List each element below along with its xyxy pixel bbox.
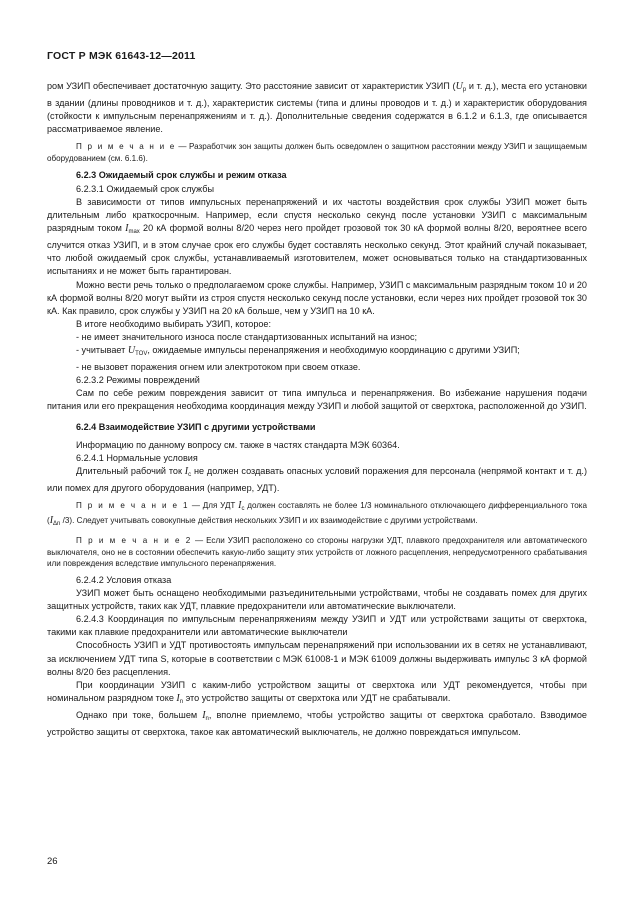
paragraph: При координации УЗИП с каким-либо устройством защиты от сверхтока или УДТ рекомендуется, чтобы при номинальном разрядном токе $I_n$ это устройство защиты от сверхтока или УДТ не срабатывали. <box>47 679 587 705</box>
paragraph: Сам по себе режим повреждения зависит от типа импульса и перенапряжения. Во избежание нарушения подачи питания или его прекращения необходима координация между УЗИП и любой защитой от сверхтока, расположенной до УЗИП. <box>47 388 587 412</box>
page-number: 26 <box>47 856 58 867</box>
subsection-heading: 6.2.3.1 Ожидаемый срок службы <box>76 183 214 194</box>
subsection-heading: 6.2.3.2 Режимы повреждений <box>76 375 200 386</box>
paragraph: В зависимости от типов импульсных перенапряжений и их частоты воздействия срок службы УЗИП может быть длительным либо краткосрочным. Например, если спустя несколько секунд после установки УЗИП с максимальным разрядным током $I_{max}$ 20 кА формой волны 8/20 через него пройдет грозовой ток 30 кА формой волны 8/20, вероятнее всего случится отказ УЗИП, и в этом случае срок его службы будет составлять несколько секунд. Этот крайний случай показывает, что любой ожидаемый срок службы, устанавливаемый изготовителем, может основываться только на стандартизованных испытаниях и не может быть гарантирован. <box>47 196 587 277</box>
paragraph: ром УЗИП обеспечивает достаточную защиту. Это расстояние зависит от характеристик УЗИП ($U_p$ и т. д.), места его установки в здании (длины проводников и т. д.), характеристик системы (типа и длины проводов и т. д.) и характеристик оборудования (стойкости к импульсным перенапряжениям и т. д.). Дополнительные сведения содержатся в 6.1.2 и 6.1.3, где описывается рассматриваемое явление. <box>47 81 587 135</box>
list-item: - не имеет значительного износа после стандартизованных испытаний на износ; <box>76 331 418 342</box>
list-item: - не вызовет поражения огнем или электротоком при своем отказе. <box>76 362 361 373</box>
subsection-heading: 6.2.4.1 Нормальные условия <box>76 452 198 463</box>
paragraph: Однако при токе, большем $I_n$, вполне приемлемо, чтобы устройство защиты от сверхтока сработало. Взводимое устройство защиты от сверхтока, такое как автоматический выключатель, не должно повреждаться импульсом. <box>47 709 587 737</box>
paragraph: Способность УЗИП и УДТ противостоять импульсам перенапряжений при использовании их в сетях не устанавливают, за исключением УДТ типа S, которые в соответствии с МЭК 61008-1 и МЭК 61009 должны выдерживать импульс 3 кА формой волны 8/20 без расцепления. <box>47 640 587 677</box>
note: П р и м е ч а н и е 2 — Если УЗИП расположено со стороны нагрузки УДТ, плавкого предохранителя или автоматического выключателя, оно не в состоянии обеспечить какую-либо защиту этих устройств от ложного расцепления, непредусмотренного срабатывания или повреждения вследствие импульсного перенапряжения. <box>47 536 587 568</box>
note: П р и м е ч а н и е — Разработчик зон защиты должен быть осведомлен о защитном расстоянии между УЗИП и защищаемым оборудованием (см. 6.1.6). <box>47 142 587 163</box>
paragraph: 6.2.4.3 Координация по импульсным перенапряжениям между УЗИП и УДТ или устройствами защиты от сверхтока, такими как плавкие предохранители или автоматические выключатели <box>47 614 587 638</box>
subsection-heading: 6.2.4.2 Условия отказа <box>76 574 172 585</box>
note: П р и м е ч а н и е 1 — Для УДТ $I_c$ должен составлять не более 1/3 номинального отключающего дифференциального тока ($I_{\Delta n}$ /3). Следует учитывать совокупные действия нескольких УЗИП и их взаимодействие с другими устройствами. <box>47 499 587 528</box>
running-header: ГОСТ Р МЭК 61643-12—2011 <box>47 50 196 62</box>
list-item: - учитывает $U_{TOV}$, ожидаемые импульсы перенапряжения и необходимую координацию с другими УЗИП; <box>76 345 520 357</box>
document-body <box>47 80 587 739</box>
paragraph: УЗИП может быть оснащено необходимыми разъединительными устройствами, чтобы не создавать помех для других защитных устройств, таких как УДТ, плавкие предохранители или автоматические выключатели. <box>47 588 587 612</box>
section-heading: 6.2.4 Взаимодействие УЗИП с другими устройствами <box>76 422 316 433</box>
paragraph: Информацию по данному вопросу см. также в частях стандарта МЭК 60364. <box>76 439 400 450</box>
paragraph: Можно вести речь только о предполагаемом сроке службы. Например, УЗИП с максимальным разрядным током 10 и 20 кА формой волны 8/20 могут выйти из строя спустя несколько секунд после установки, если через них пройдет грозовой ток 30 кА. Как правило, срок службы у УЗИП на 20 кА больше, чем у УЗИП на 10 кА. <box>47 279 587 316</box>
paragraph: Длительный рабочий ток $I_c$ не должен создавать опасных условий поражения для персонала (непрямой контакт и т. д.) или помех для другого оборудования (например, УДТ). <box>47 465 587 493</box>
paragraph: В итоге необходимо выбирать УЗИП, которое: <box>76 318 272 329</box>
section-heading: 6.2.3 Ожидаемый срок службы и режим отказа <box>76 169 287 180</box>
